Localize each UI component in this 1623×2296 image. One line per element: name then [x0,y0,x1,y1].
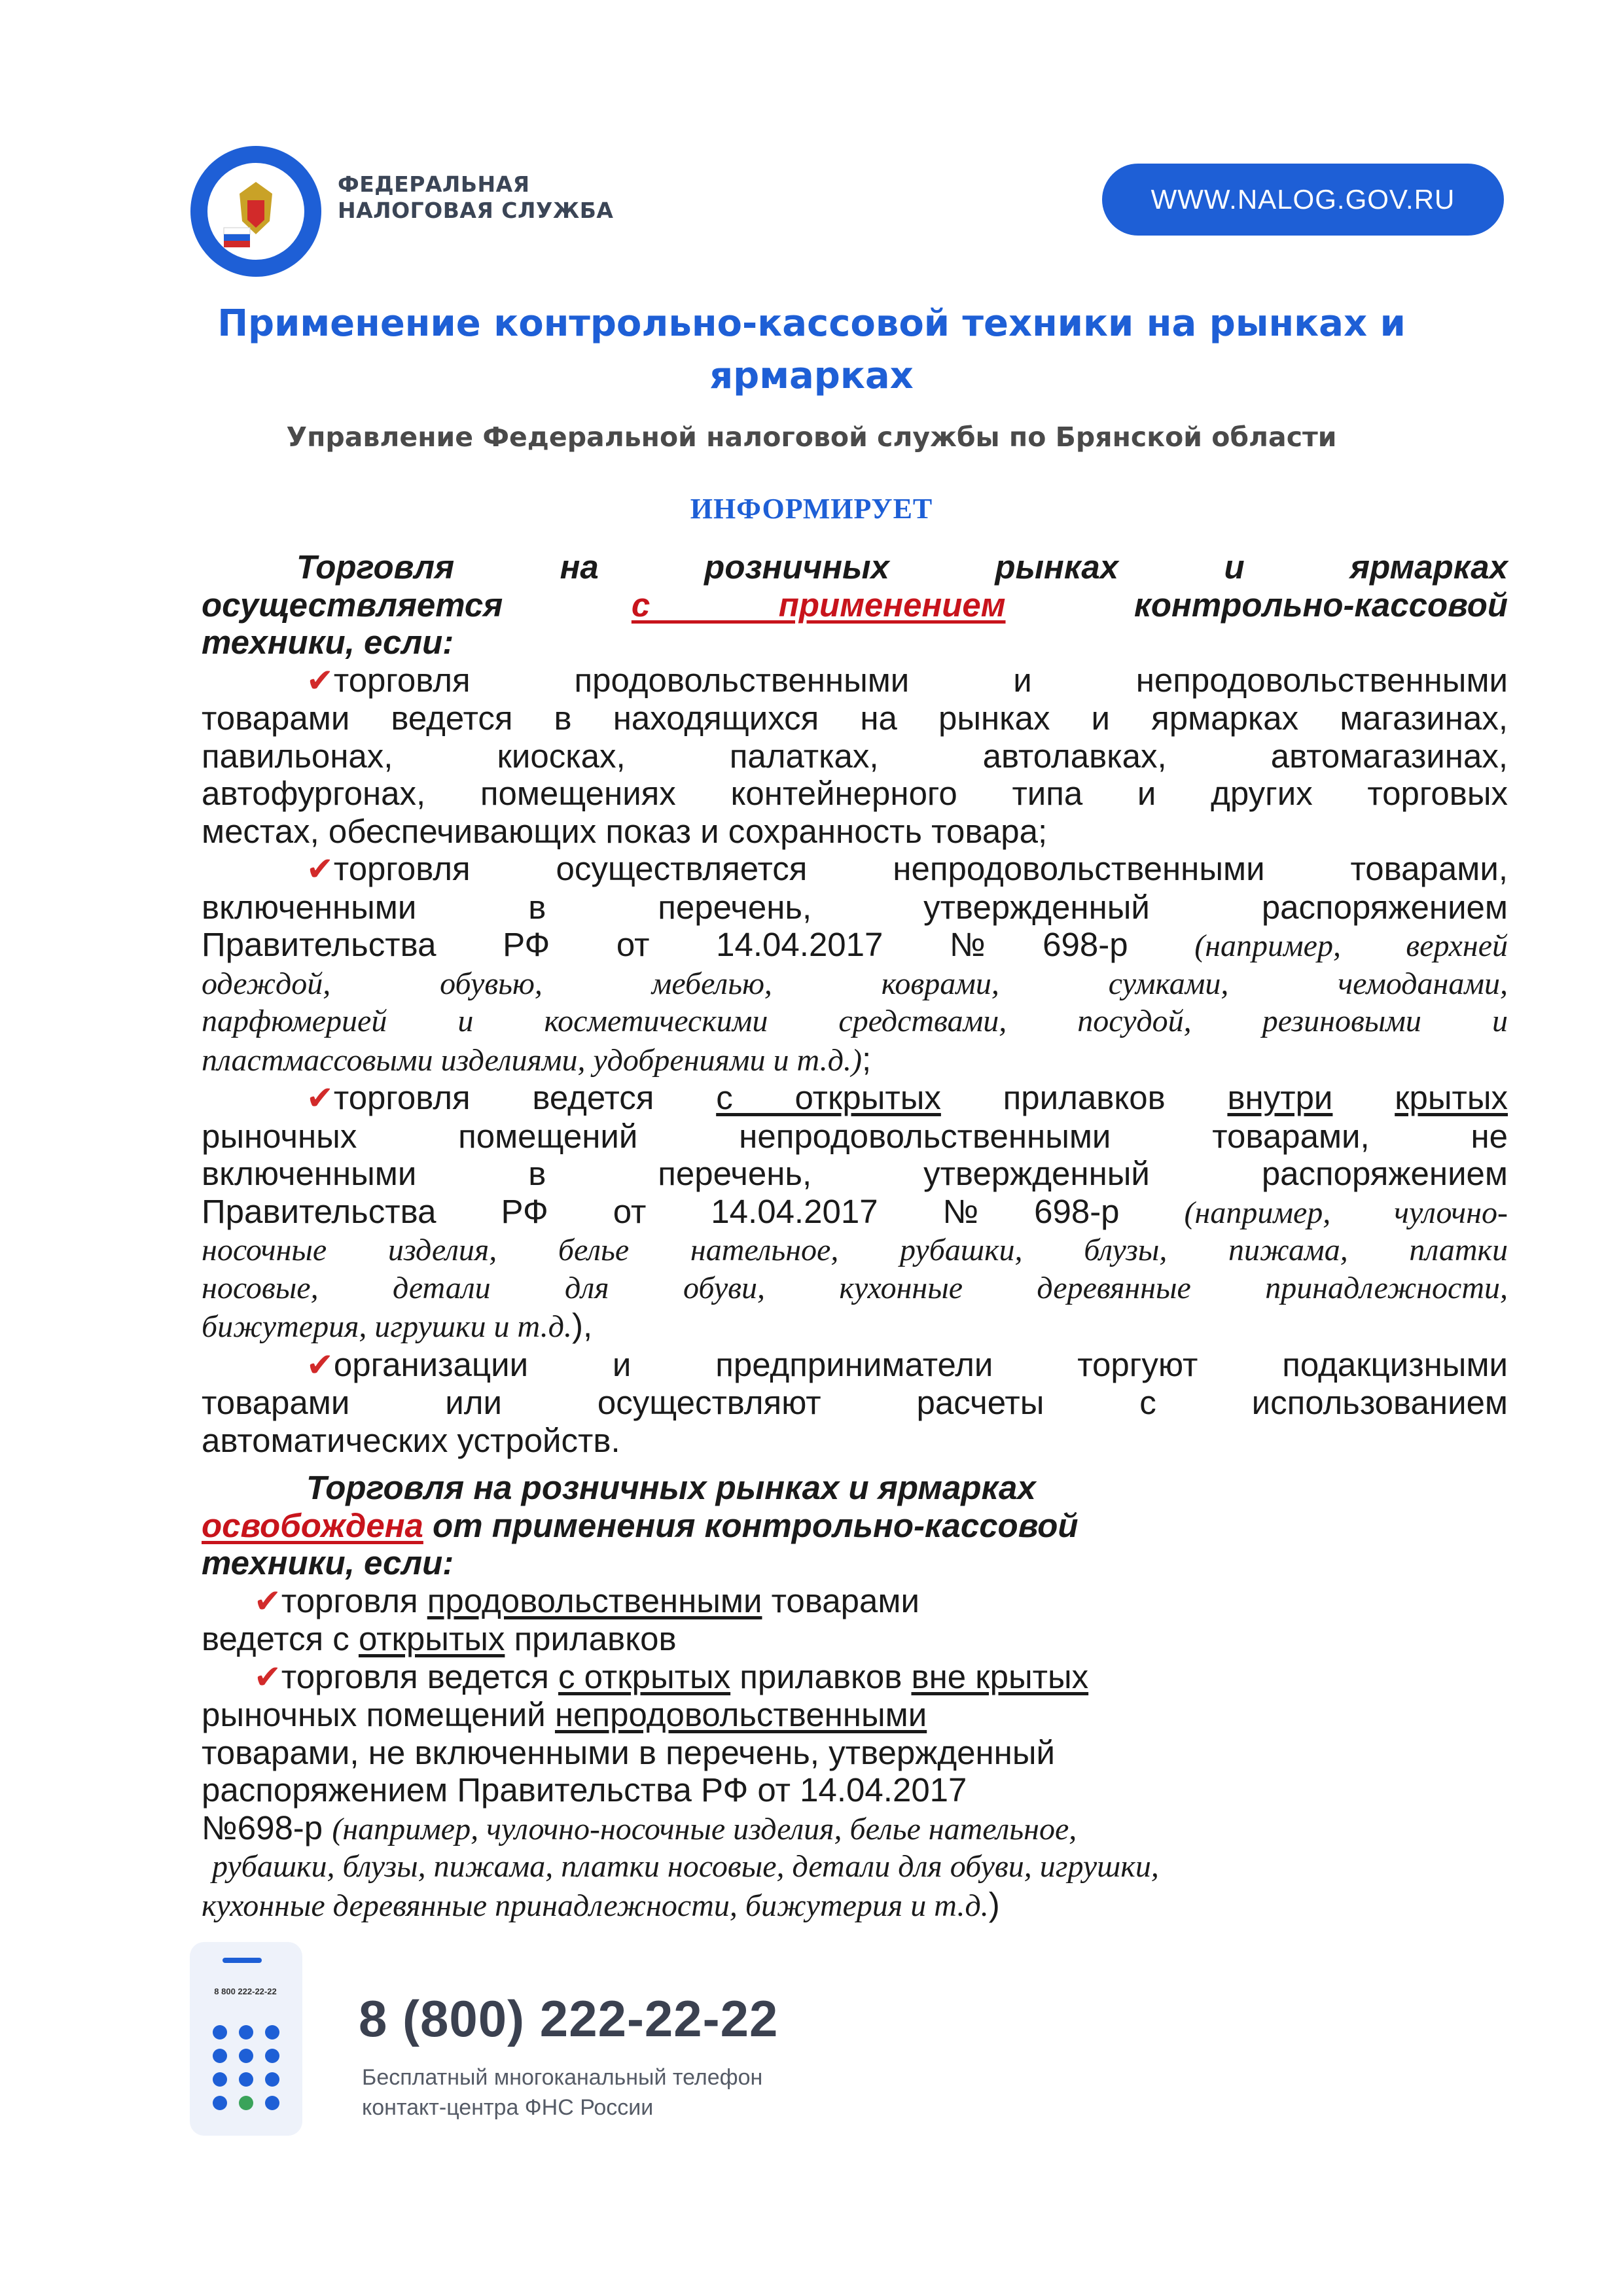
list-item-line: товарами ведется в находящихся на рынках и ярмарках магазинах, [202,699,1508,737]
list-item-line: Правительства РФ от 14.04.2017 №698-р (например, чулочно- [202,1192,1508,1230]
list-item: ✔торговля продовольственными и непродовольственными [306,661,1508,699]
list-item-line: кухонные деревянные принадлежности, бижутерия и т.д.) [202,1885,1000,1923]
list-item-line: распоряжением Правительства РФ от 14.04.2017 [202,1771,967,1809]
hotline-number[interactable]: 8 (800) 222-22-22 [359,1990,779,2047]
list-item-line: павильонах, киосках, палатках, автолавках, автомагазинах, [202,737,1508,775]
list-item-line: ведется с открытых прилавков [202,1620,677,1657]
list-item: ✔торговля ведется с открытых прилавков вне крытых [254,1657,1089,1696]
emphasis-with-use: с применением [631,586,1006,624]
list-item-line: бижутерия, игрушки и т.д.), [202,1307,593,1344]
list-item: ✔торговля осуществляется непродовольственными товарами, [306,850,1508,888]
list-item: ✔организации и предприниматели торгуют подакцизными [306,1345,1508,1384]
list-item: ✔торговля продовольственными товарами [254,1581,919,1620]
phone-speaker-icon [223,1958,262,1963]
hotline-description: Бесплатный многоканальный телефон контакт-центра ФНС России [362,2065,763,2120]
list-item-line: местах, обеспечивающих показ и сохранность товара; [202,812,1048,850]
list-item-line: товарами, не включенными в перечень, утвержденный [202,1733,1055,1771]
list-item-line: №698-р (например, чулочно-носочные изделия, белье нательное, [202,1809,1077,1846]
checkmark-icon: ✔ [306,661,334,699]
list-item-line: пластмассовыми изделиями, удобрениями и т.д.); [202,1040,872,1078]
list-item-line: включенными в перечень, утвержденный распоряжением [202,888,1508,926]
section-with-kkt [202,548,1508,1459]
list-item-line: автоматических устройств. [202,1421,620,1459]
list-item-line: товарами или осуществляют расчеты с использованием [202,1384,1508,1421]
list-item-line: рыночных помещений непродовольственными товарами, не [202,1117,1508,1155]
checkmark-icon: ✔ [254,1657,281,1696]
org-name: ФЕДЕРАЛЬНАЯ НАЛОГОВАЯ СЛУЖБА [338,171,614,223]
list-item-line: парфюмерией и косметическими средствами, посудой, резиновыми и [202,1004,1508,1038]
keypad-dots-icon [208,2022,284,2116]
section2-lead-line: Торговля на розничных рынках и ярмарках [306,1469,1036,1506]
list-item-line: рубашки, блузы, пижама, платки носовые, детали для обуви, игрушки, [212,1849,1159,1884]
checkmark-icon: ✔ [306,1345,334,1384]
checkmark-icon: ✔ [306,1079,334,1117]
section2-lead-line: техники, если: [202,1544,454,1581]
section2-lead-line: освобождена от применения контрольно-кассовой [202,1506,1079,1544]
page-subtitle: Управление Федеральной налоговой службы по Брянской области [286,421,1337,453]
website-link[interactable]: WWW.NALOG.GOV.RU [1102,164,1504,236]
list-item-line: автофургонах, помещениях контейнерного типа и других торговых [202,775,1508,812]
section-without-kkt [202,1469,1508,1924]
list-item-line: одеждой, обувью, мебелью, коврами, сумками, чемоданами, [202,966,1508,1001]
list-item-line: Правительства РФ от 14.04.2017 №698-р (например, верхней [202,926,1508,963]
informs-heading: ИНФОРМИРУЕТ [690,493,933,525]
section1-lead-line: осуществляется с применением контрольно-кассовой [202,586,1508,624]
emphasis-exempt: освобождена [202,1506,423,1544]
list-item-line: носочные изделия, белье нательное, рубашки, блузы, пижама, платки [202,1233,1508,1267]
checkmark-icon: ✔ [306,850,334,888]
page-title: Применение контрольно-кассовой техники на рынках и ярмарках [217,302,1406,397]
checkmark-icon: ✔ [254,1581,281,1620]
list-item: ✔торговля ведется с открытых прилавков внутри крытых [306,1079,1508,1117]
list-item-line: носовые, детали для обуви, кухонные деревянные принадлежности, [202,1270,1508,1305]
section1-lead-line: техники, если: [202,624,454,661]
list-item-line: рыночных помещений непродовольственными [202,1696,927,1733]
list-item-line: включенными в перечень, утвержденный распоряжением [202,1155,1508,1192]
fns-emblem-icon [187,143,325,280]
phone-mini-number: 8 800 222-22-22 [214,1987,277,1996]
section1-lead-line: Торговля на розничных рынках и ярмарках [296,548,1508,586]
